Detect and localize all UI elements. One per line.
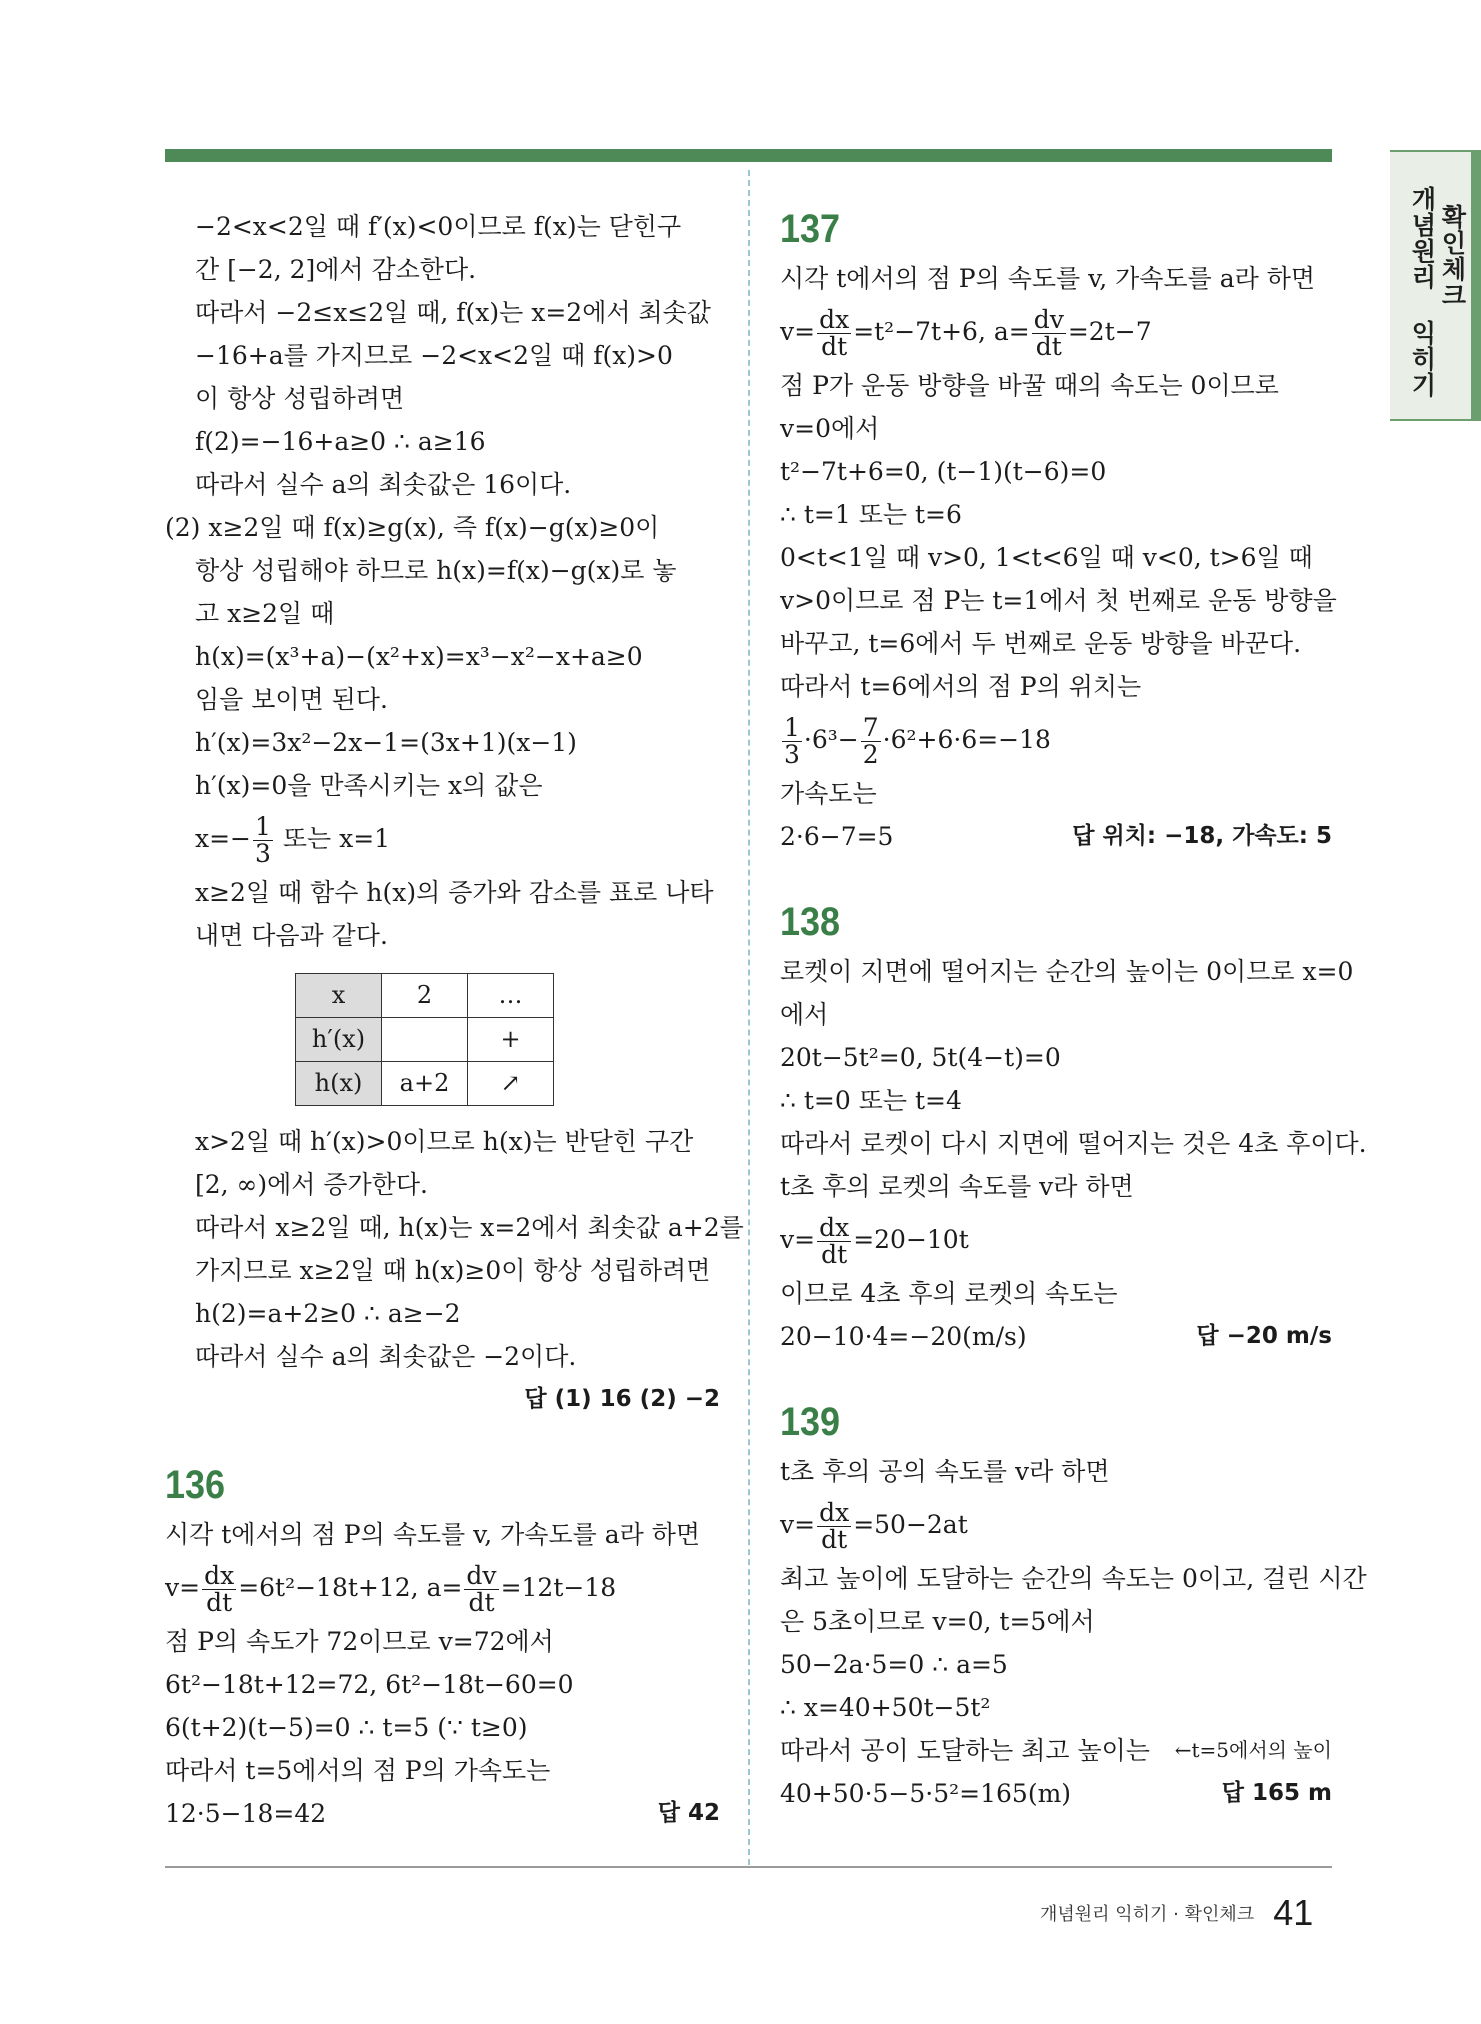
table-cell: a+2 (382, 1062, 468, 1106)
fraction-denominator: 2 (862, 740, 879, 769)
table-row (296, 974, 554, 1018)
text-line: t초 후의 공의 속도를 v라 하면 (780, 1457, 1110, 1486)
fraction-denominator: dt (821, 1525, 848, 1554)
math-line: h′(x)=3x²−2x−1=(3x+1)(x−1) (195, 728, 577, 757)
text-line: 따라서 공이 도달하는 최고 높이는 (780, 1736, 1150, 1765)
text-line: 내면 다음과 같다. (195, 921, 388, 950)
text-line: 이 항상 성립하려면 (195, 384, 405, 413)
text-line: 따라서 t=5에서의 점 P의 가속도는 (165, 1756, 551, 1785)
fraction (817, 304, 851, 361)
text-line: 따라서 실수 a의 최솟값은 16이다. (195, 470, 572, 499)
text-line: 바꾸고, t=6에서 두 번째로 운동 방향을 바꾼다. (780, 629, 1302, 658)
text-line: 은 5초이므로 v=0, t=5에서 (780, 1607, 1095, 1636)
fraction (782, 712, 802, 769)
math-line: 2·6−7=5 (780, 822, 894, 851)
math-line: h(2)=a+2≥0 ∴ a≥−2 (195, 1299, 461, 1328)
left-column (165, 205, 744, 1835)
bottom-rule (165, 1866, 1332, 1868)
table-header-cell: h(x) (296, 1062, 382, 1106)
answer-row (165, 1792, 720, 1835)
text-line: 에서 (780, 1000, 829, 1029)
text-line: x≥2일 때 함수 h(x)의 증가와 감소를 표로 나타 (195, 878, 714, 907)
text-line: −2<x<2일 때 f′(x)<0이므로 f(x)는 닫힌구 (195, 212, 682, 241)
side-tab-accent (1471, 152, 1481, 419)
math-line-fraction (780, 300, 1332, 364)
answer-row (780, 815, 1332, 858)
math-line: 20−10·4=−20(m/s) (780, 1322, 1027, 1351)
math-part: ·6²+6·6=−18 (882, 725, 1051, 754)
fraction (202, 1560, 236, 1617)
math-part: v= (780, 1225, 816, 1254)
math-line: ∴ t=1 또는 t=6 (780, 500, 962, 529)
text-line: t초 후의 로켓의 속도를 v라 하면 (780, 1172, 1134, 1201)
text-line: 간 [−2, 2]에서 감소한다. (195, 255, 477, 284)
math-line: 50−2a·5=0 ∴ a=5 (780, 1650, 1008, 1679)
text-line: x>2일 때 h′(x)>0이므로 h(x)는 반닫힌 구간 (195, 1127, 694, 1156)
answer-row (780, 1772, 1332, 1815)
table-cell: + (468, 1018, 554, 1062)
math-line: 6(t+2)(t−5)=0 ∴ t=5 (∵ t≥0) (165, 1713, 528, 1742)
text-line-with-note (780, 1729, 1332, 1772)
text-line: h′(x)=0을 만족시키는 x의 값은 (195, 771, 543, 800)
text-line: [2, ∞)에서 증가한다. (195, 1170, 428, 1199)
fraction-numerator: dx (204, 1560, 235, 1590)
math-line: 20t−5t²=0, 5t(4−t)=0 (780, 1043, 1061, 1072)
side-tab-subtitle: 확인체크 (1438, 204, 1467, 308)
fraction (1032, 304, 1066, 361)
text-line: 이므로 4초 후의 로켓의 속도는 (780, 1279, 1118, 1308)
math-line: ∴ t=0 또는 t=4 (780, 1086, 962, 1115)
answer: 답 165 m (1221, 1780, 1332, 1806)
fraction-denominator: dt (1035, 332, 1062, 361)
table-cell (382, 1018, 468, 1062)
math-part: v= (780, 317, 816, 346)
math-part: =t²−7t+6, a= (853, 317, 1030, 346)
fraction-numerator: dv (466, 1560, 497, 1590)
math-line-fraction (165, 807, 720, 871)
math-line-fraction (780, 1208, 1332, 1272)
problem-number: 137 (780, 207, 841, 251)
fraction-numerator: 7 (862, 712, 879, 742)
text-line: 따라서 로켓이 다시 지면에 떨어지는 것은 4초 후이다. (780, 1129, 1367, 1158)
text-line: 고 x≥2일 때 (195, 599, 335, 628)
text-line: 최고 높이에 도달하는 순간의 속도는 0이고, 걸린 시간 (780, 1564, 1367, 1593)
math-part: =2t−7 (1067, 317, 1152, 346)
table-cell: … (468, 974, 554, 1018)
side-tab (1390, 150, 1481, 421)
footer-section-title: 개념원리 익히기 · 확인체크 (1040, 1904, 1255, 1925)
fraction-numerator: 1 (255, 811, 271, 841)
table-header-cell: h′(x) (296, 1018, 382, 1062)
math-line: f(2)=−16+a≥0 ∴ a≥16 (195, 427, 486, 456)
fraction (817, 1497, 851, 1554)
problem-number: 138 (780, 900, 841, 944)
math-part: =20−10t (853, 1225, 969, 1254)
text-line: 가속도는 (780, 779, 877, 808)
text-line: 점 P가 운동 방향을 바꿀 때의 속도는 0이므로 (780, 371, 1279, 400)
column-divider (748, 170, 750, 1865)
text-line: v>0이므로 점 P는 t=1에서 첫 번째로 운동 방향을 (780, 586, 1337, 615)
table-cell: 2 (382, 974, 468, 1018)
math-part: ·6³− (803, 725, 859, 754)
math-line: t²−7t+6=0, (t−1)(t−6)=0 (780, 457, 1107, 486)
side-tab-title: 개념원리 익히기 (1408, 186, 1437, 398)
text-line: 따라서 −2≤x≤2일 때, f(x)는 x=2에서 최솟값 (195, 298, 711, 327)
fraction-numerator: dx (819, 304, 850, 334)
math-part: 또는 x=1 (274, 824, 391, 853)
fraction-denominator: dt (206, 1588, 233, 1617)
fraction-denominator: 3 (255, 839, 271, 868)
table-row (296, 1062, 554, 1106)
text-line: 점 P의 속도가 72이므로 v=72에서 (165, 1627, 554, 1656)
math-part: =6t²−18t+12, a= (238, 1573, 463, 1602)
table-row (296, 1018, 554, 1062)
math-line-fraction (165, 1556, 720, 1620)
math-line: 40+50·5−5·5²=165(m) (780, 1779, 1072, 1808)
top-green-bar (165, 149, 1332, 162)
text-line: 임을 보이면 된다. (195, 685, 388, 714)
page-number: 41 (1273, 1892, 1314, 1933)
math-line-fraction (780, 1493, 1332, 1557)
page-footer (1040, 1892, 1313, 1934)
math-line: 12·5−18=42 (165, 1799, 327, 1828)
text-line: 따라서 x≥2일 때, h(x)는 x=2에서 최솟값 a+2를 (195, 1213, 744, 1242)
math-line: ∴ x=40+50t−5t² (780, 1693, 991, 1722)
text-line: 항상 성립해야 하므로 h(x)=f(x)−g(x)로 놓 (195, 556, 677, 585)
fraction-numerator: dx (819, 1212, 850, 1242)
math-part: =12t−18 (500, 1573, 617, 1602)
text-line: v=0에서 (780, 414, 880, 443)
increase-decrease-table (295, 973, 554, 1106)
problem-number: 136 (165, 1463, 226, 1507)
text-line: −16+a를 가지므로 −2<x<2일 때 f(x)>0 (195, 341, 673, 370)
fraction-denominator: dt (468, 1588, 495, 1617)
answer: 답 42 (657, 1800, 720, 1826)
fraction-numerator: dv (1033, 304, 1064, 334)
text-line: (2) x≥2일 때 f(x)≥g(x), 즉 f(x)−g(x)≥0이 (165, 513, 660, 542)
text-line: 가지므로 x≥2일 때 h(x)≥0이 항상 성립하려면 (195, 1256, 711, 1285)
answer: 답 위치: −18, 가속도: 5 (1072, 823, 1332, 849)
table-cell: ↗ (468, 1062, 554, 1106)
answer-row (780, 1315, 1332, 1358)
fraction-numerator: dx (819, 1497, 850, 1527)
fraction-denominator: dt (821, 1240, 848, 1269)
fraction (861, 712, 881, 769)
text-line: 시각 t에서의 점 P의 속도를 v, 가속도를 a라 하면 (165, 1520, 701, 1549)
problem-number: 139 (780, 1400, 841, 1444)
table-header-cell: x (296, 974, 382, 1018)
text-line: 따라서 실수 a의 최솟값은 −2이다. (195, 1342, 577, 1371)
fraction-denominator: dt (821, 332, 848, 361)
math-line: h(x)=(x³+a)−(x²+x)=x³−x²−x+a≥0 (195, 642, 643, 671)
text-line: 따라서 t=6에서의 점 P의 위치는 (780, 672, 1142, 701)
math-line: 6t²−18t+12=72, 6t²−18t−60=0 (165, 1670, 574, 1699)
math-part: =50−2at (853, 1510, 968, 1539)
math-part: v= (780, 1510, 816, 1539)
fraction (464, 1560, 498, 1617)
math-part: x=− (195, 824, 251, 853)
answer: 답 −20 m/s (1196, 1323, 1332, 1349)
side-note: ←t=5에서의 높이 (1174, 1738, 1332, 1762)
fraction-numerator: 1 (784, 712, 800, 742)
fraction-denominator: 3 (784, 740, 800, 769)
answer: 답 (1) 16 (2) −2 (524, 1386, 720, 1412)
text-line: 0<t<1일 때 v>0, 1<t<6일 때 v<0, t>6일 때 (780, 543, 1313, 572)
math-line-fraction (780, 708, 1332, 772)
fraction (817, 1212, 851, 1269)
math-part: v= (165, 1573, 201, 1602)
fraction (253, 811, 273, 868)
text-line: 로켓이 지면에 떨어지는 순간의 높이는 0이므로 x=0 (780, 957, 1354, 986)
text-line: 시각 t에서의 점 P의 속도를 v, 가속도를 a라 하면 (780, 264, 1316, 293)
right-column (780, 205, 1367, 1815)
